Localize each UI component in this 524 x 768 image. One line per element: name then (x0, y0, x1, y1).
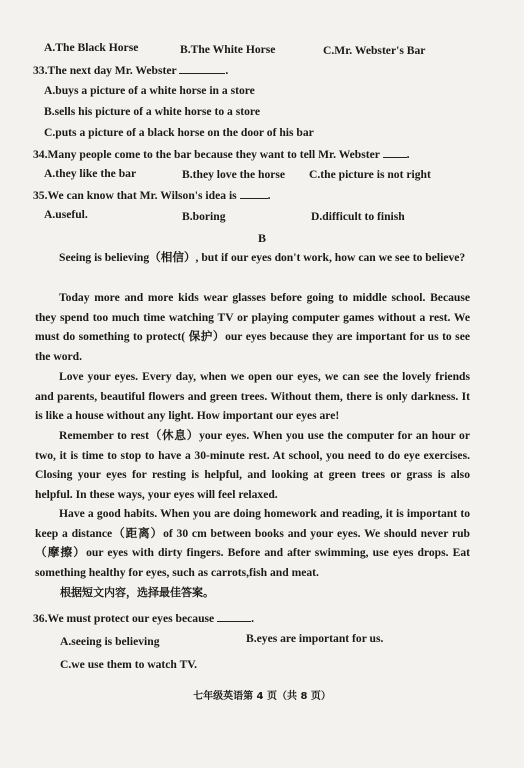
q32-option-b: B.The White Horse (180, 43, 276, 56)
instruction: 根据短文内容，选择最佳答案。 (60, 586, 214, 599)
q35-option-a: A.useful. (44, 208, 88, 221)
q36-option-a: A.seeing is believing (60, 635, 160, 648)
q33-option-c: C.puts a picture of a black horse on the door of his bar (44, 126, 314, 139)
q32-option-c: C.Mr. Webster's Bar (323, 44, 426, 57)
q36-stem-end: . (251, 612, 254, 625)
q33-stem (33, 63, 228, 78)
passage-paragraph-4-text: Remember to rest（休息）your eyes. When you use the computer for an hour or two, it is time to stop to have a 30-minute rest. At school, you need to do eye exercises. Closing your eyes for resting is helpful, and looking at green trees or grass is also helpful. In these ways, your eyes will feel relaxed. (35, 429, 470, 501)
q36-stem-text: 36.We must protect our eyes because (33, 612, 215, 625)
passage-paragraph-3-text: Love your eyes. Every day, when we open our eyes, we can see the lovely friends and parents, beautiful flowers and green trees. Without them, there is only darkness. It is like a house without any light. How important our eyes are! (35, 370, 470, 423)
q34-stem-text: 34.Many people come to the bar because they want to tell Mr. Webster (33, 148, 380, 161)
passage-paragraph-2 (35, 288, 470, 366)
q34-stem (33, 147, 410, 162)
q36-option-c: C.we use them to watch TV. (60, 658, 198, 671)
q35-stem-end: . (267, 189, 271, 202)
passage-paragraph-5 (35, 504, 470, 582)
q34-answer-blank (383, 147, 407, 158)
passage-paragraph-2-text: Today more and more kids wear glasses before going to middle school. Because they spend too much time watching TV or playing computer games without a rest. We must do something to protect( 保护）our eyes because they are important for us to see the word. (35, 291, 470, 363)
q35-stem-text: 35.We can know that Mr. Wilson's idea is (33, 189, 237, 202)
q32-option-a: A.The Black Horse (44, 41, 139, 54)
q33-option-a: A.buys a picture of a white horse in a store (44, 84, 255, 97)
q33-stem-text: 33.The next day Mr. Webster (33, 64, 177, 77)
page-footer: 七年级英语第 4 页（共 8 页） (193, 691, 331, 702)
passage-paragraph-3 (35, 367, 470, 426)
q35-option-d: D.difficult to finish (311, 210, 405, 223)
q33-option-b: B.sells his picture of a white horse to a store (44, 105, 260, 118)
passage-paragraph-4 (35, 426, 470, 504)
q36-stem (33, 611, 254, 626)
passage-paragraph-1 (35, 248, 470, 268)
passage-paragraph-1-text: Seeing is believing（相信）, but if our eyes don't work, how can we see to believe? (59, 251, 466, 264)
q34-stem-end: . (406, 148, 410, 161)
q33-answer-blank (179, 63, 225, 74)
q35-answer-blank (240, 188, 268, 199)
q35-stem (33, 188, 271, 203)
q34-option-a: A.they like the bar (44, 167, 137, 180)
q36-answer-blank (217, 611, 251, 622)
section-b-heading: B (257, 231, 266, 245)
q33-stem-end: . (225, 64, 229, 77)
q36-option-b: B.eyes are important for us. (246, 632, 384, 645)
passage-paragraph-5-text: Have a good habits. When you are doing homework and reading, it is important to keep a distance（距离）of 30 cm between books and your eyes. We should never rub（摩擦）our eyes with dirty fingers. Before and after swimming, use eyes drops. Eat something healthy for eyes, such as carrots,fish and meat. (35, 507, 470, 579)
q34-option-b: B.they love the horse (182, 168, 286, 181)
q35-option-b: B.boring (182, 210, 226, 223)
q34-option-c: C.the picture is not right (309, 168, 431, 181)
